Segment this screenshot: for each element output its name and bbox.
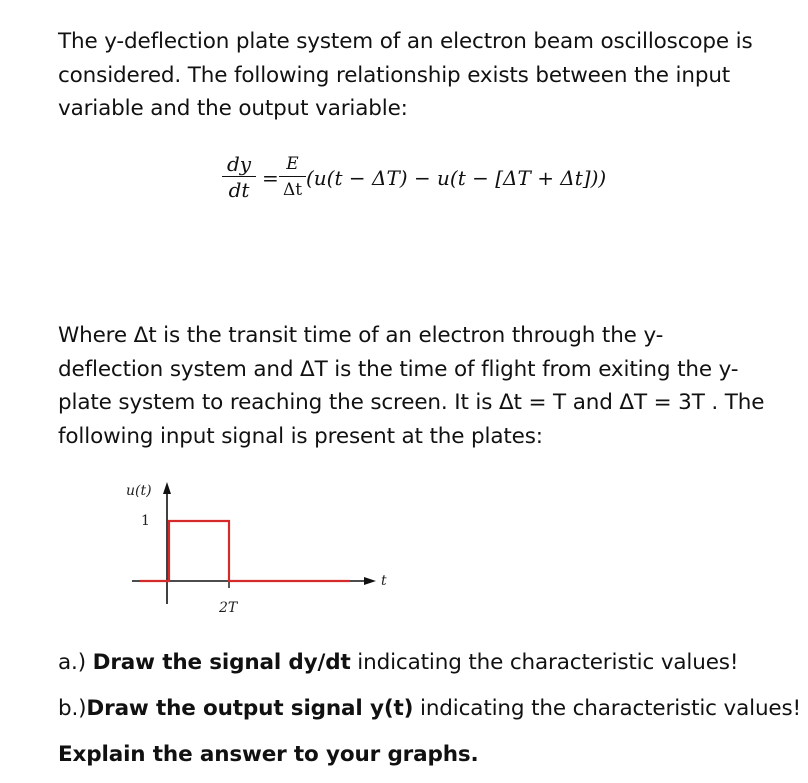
y-axis-arrow: [163, 482, 171, 494]
y-tick-label: 1: [141, 513, 150, 529]
input-signal-plot: [110, 470, 410, 630]
lhs-denominator: dt: [228, 178, 250, 203]
rhs-denominator: Δt: [282, 180, 303, 201]
y-axis-label: u(t): [126, 483, 152, 499]
question-b: [58, 694, 801, 724]
question-a-suffix: indicating the characteristic values!: [350, 650, 739, 675]
problem-intro: The y-deflection plate system of an electron beam oscilloscope is considered. The following relationship exists between the input variable and the output variable:: [58, 29, 753, 121]
question-a: [58, 648, 738, 678]
x-tick-label: 2T: [219, 600, 238, 616]
equals-sign: =: [262, 166, 279, 190]
x-axis-label: t: [381, 573, 387, 589]
rhs-fraction: [279, 153, 306, 201]
input-pulse: [140, 521, 350, 581]
lhs-fraction: [222, 153, 256, 201]
rhs-numerator: E: [286, 154, 299, 174]
question-b-bold: Draw the output signal y(t): [86, 696, 414, 721]
rhs-expression: (u(t − ΔT) − u(t − [ΔT + Δt])): [306, 166, 607, 190]
input-signal-graph: [110, 470, 410, 630]
question-b-suffix: indicating the characteristic values!: [413, 696, 802, 721]
question-c: Explain the answer to your graphs.: [58, 742, 479, 767]
parameter-description: Where Δt is the transit time of an electron through the y-deflection system and ΔT is the time of flight from exiting the y-plate system to reaching the screen. It is Δt = T and ΔT = 3T . The following input signal is present at the plates:: [58, 323, 765, 449]
lhs-numerator: dy: [226, 152, 252, 176]
x-axis-arrow: [364, 577, 376, 585]
question-a-prefix: a.): [58, 650, 93, 675]
question-a-bold: Draw the signal dy/dt: [92, 650, 351, 675]
question-b-prefix: b.): [58, 696, 87, 721]
